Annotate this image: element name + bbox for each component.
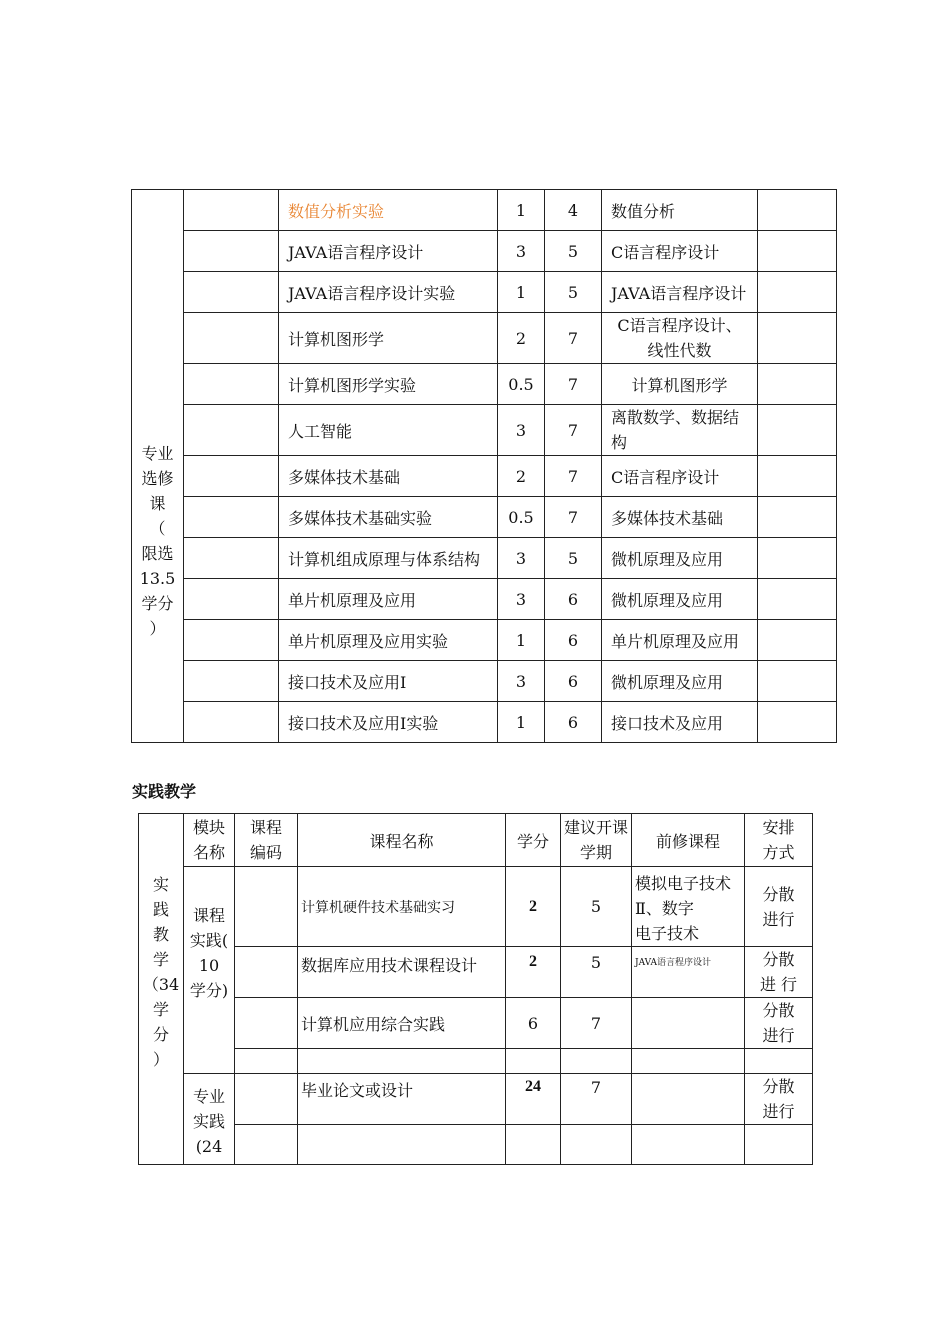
course-name-cell: 数据库应用技术课程设计 [298,947,506,998]
elective-category-cell [132,190,184,743]
empty-cell [298,1125,506,1165]
credits-cell: 1 [498,272,545,313]
category-line: ） [152,1050,169,1069]
prereq-cell [632,998,745,1049]
prereq-line: 离散数学、数据结 [611,408,740,427]
category-line: 学 [152,950,169,969]
note-cell [758,497,837,538]
empty-cell [298,1049,506,1074]
empty-cell [561,1049,632,1074]
category-line: （34 [142,975,180,994]
semester-cell: 7 [545,405,602,456]
prereq-cell: C语言程序设计 [602,456,758,497]
course-code-cell [184,497,279,538]
category-line: 限选 [141,544,174,563]
course-name-cell: 接口技术及应用Ⅰ实验 [279,702,498,743]
course-name-cell: 计算机应用综合实践 [298,998,506,1049]
semester-cell: 7 [561,1074,632,1125]
semester-cell: 4 [545,190,602,231]
arrangement-line: 分散 [762,950,795,969]
course-name-cell: 数值分析实验 [279,190,498,231]
header-line: 模块 [192,818,225,837]
empty-cell [506,1049,561,1074]
course-code-cell [184,272,279,313]
prereq-line: 模拟电子技术Ⅱ、数字 [635,874,732,918]
category-line: （ [149,519,166,538]
semester-cell: 7 [545,497,602,538]
credits-cell: 0.5 [498,497,545,538]
arrangement-line: 进行 [762,1026,795,1045]
prereq-cell: 单片机原理及应用 [602,620,758,661]
arrangement-line: 分散 [762,1001,795,1020]
prereq-cell: 计算机图形学 [602,364,758,405]
elective-course-table [131,189,837,743]
prereq-line: 线性代数 [647,341,712,360]
course-code-cell [184,231,279,272]
note-cell [758,579,837,620]
note-cell [758,231,837,272]
semester-cell: 7 [545,364,602,405]
course-name-cell: 单片机原理及应用实验 [279,620,498,661]
semester-cell: 7 [561,998,632,1049]
semester-cell: 7 [545,313,602,364]
semester-cell: 6 [545,620,602,661]
credits-cell: 2 [506,867,561,947]
course-name-cell: 计算机硬件技术基础实习 [298,867,506,947]
arrangement-cell [745,1074,813,1125]
prereq-cell [602,313,758,364]
module-line: 10 [198,956,220,975]
category-line: 践 [152,900,169,919]
course-code-cell [184,661,279,702]
note-cell [758,405,837,456]
empty-cell [506,1125,561,1165]
course-name-cell: 多媒体技术基础实验 [279,497,498,538]
header-prereq: 前修课程 [632,814,745,867]
credits-cell: 3 [498,661,545,702]
header-line: 安排 [762,818,795,837]
header-arrangement [745,814,813,867]
prereq-cell: 微机原理及应用 [602,538,758,579]
course-code-cell [184,620,279,661]
course-code-cell [184,702,279,743]
course-name-cell: 人工智能 [279,405,498,456]
practice-course-table [138,813,813,1165]
credits-cell: 2 [498,313,545,364]
semester-cell: 6 [545,579,602,620]
note-cell [758,620,837,661]
credits-cell: 2 [498,456,545,497]
module-professional-practice [184,1074,235,1165]
header-line: 学期 [579,843,612,862]
practice-category-cell [139,814,184,1165]
semester-cell: 5 [545,231,602,272]
credits-cell: 3 [498,538,545,579]
semester-cell: 5 [561,947,632,998]
note-cell [758,661,837,702]
prereq-cell [602,405,758,456]
semester-cell: 7 [545,456,602,497]
note-cell [758,313,837,364]
note-cell [758,702,837,743]
course-code-cell [184,190,279,231]
course-name-cell: JAVA语言程序设计实验 [279,272,498,313]
module-line: 专业 [192,1087,225,1106]
header-line: 编码 [249,843,282,862]
category-line: 教 [152,925,169,944]
course-code-cell [184,313,279,364]
note-cell [758,190,837,231]
category-line: 选修 [141,469,174,488]
empty-cell [745,1125,813,1165]
empty-cell [561,1125,632,1165]
header-line: 课程 [249,818,282,837]
course-name-cell: 单片机原理及应用 [279,579,498,620]
credits-cell: 3 [498,231,545,272]
course-code-cell [235,998,298,1049]
module-line: 课程 [192,906,225,925]
course-name-cell: 计算机组成原理与体系结构 [279,538,498,579]
empty-cell [235,1125,298,1165]
credits-cell: 24 [506,1074,561,1125]
course-name-cell: 毕业论文或设计 [298,1074,506,1125]
empty-cell [632,1125,745,1165]
prereq-cell: 接口技术及应用 [602,702,758,743]
course-code-cell [235,867,298,947]
arrangement-cell [745,998,813,1049]
course-code-cell [184,405,279,456]
header-course-name: 课程名称 [298,814,506,867]
course-code-cell [184,364,279,405]
course-code-cell [184,538,279,579]
empty-cell [632,1049,745,1074]
credits-cell: 6 [506,998,561,1049]
module-line: (24 [195,1137,223,1156]
prereq-cell [632,1074,745,1125]
category-line: 课 [149,494,166,513]
course-code-cell [184,456,279,497]
credits-cell: 2 [506,947,561,998]
note-cell [758,364,837,405]
arrangement-line: 分散 [762,1077,795,1096]
prereq-cell: 微机原理及应用 [602,579,758,620]
arrangement-cell [745,947,813,998]
prereq-cell: 多媒体技术基础 [602,497,758,538]
header-credits: 学分 [506,814,561,867]
credits-cell: 0.5 [498,364,545,405]
module-course-practice [184,867,235,1074]
category-line: 学分 [141,594,174,613]
module-line: 实践( [189,931,229,950]
header-line: 建议开课 [563,818,628,837]
header-semester [561,814,632,867]
empty-cell [745,1049,813,1074]
category-line: 学 [152,1000,169,1019]
course-code-cell [235,1074,298,1125]
semester-cell: 6 [545,661,602,702]
semester-cell: 5 [545,538,602,579]
note-cell [758,272,837,313]
prereq-cell: 数值分析 [602,190,758,231]
header-code [235,814,298,867]
prereq-line: C语言程序设计、 [617,316,742,335]
course-name-cell: 计算机图形学 [279,313,498,364]
category-line: 实 [152,875,169,894]
arrangement-cell [745,867,813,947]
header-line: 方式 [762,843,795,862]
note-cell [758,456,837,497]
course-code-cell [235,947,298,998]
module-line: 实践 [192,1112,225,1131]
credits-cell: 1 [498,702,545,743]
prereq-cell: JAVA语言程序设计 [602,272,758,313]
arrangement-line: 进行 [762,909,795,929]
credits-cell: 1 [498,190,545,231]
semester-cell: 5 [561,867,632,947]
category-line: ） [149,619,166,638]
prereq-line: 构 [611,433,628,452]
course-name-cell: 接口技术及应用Ⅰ [279,661,498,702]
prereq-cell: JAVA语言程序设计 [632,947,745,998]
prereq-cell: C语言程序设计 [602,231,758,272]
prereq-line: 电子技术 [635,924,700,943]
course-code-cell [184,579,279,620]
course-name-cell: 计算机图形学实验 [279,364,498,405]
prereq-cell [632,867,745,947]
category-line: 专业 [141,444,174,463]
course-name-cell: 多媒体技术基础 [279,456,498,497]
semester-cell: 6 [545,702,602,743]
category-line: 分 [152,1025,169,1044]
credits-cell: 3 [498,405,545,456]
arrangement-line: 分散 [762,884,795,904]
category-line: 13.5 [139,569,176,588]
practice-section-title: 实践教学 [132,782,197,801]
prereq-cell: 微机原理及应用 [602,661,758,702]
arrangement-line: 进 行 [759,975,798,994]
header-line: 名称 [192,843,225,862]
credits-cell: 3 [498,579,545,620]
module-line: 学分) [189,981,229,1000]
course-name-cell: JAVA语言程序设计 [279,231,498,272]
credits-cell: 1 [498,620,545,661]
semester-cell: 5 [545,272,602,313]
arrangement-line: 进行 [762,1102,795,1121]
header-module [184,814,235,867]
empty-cell [235,1049,298,1074]
note-cell [758,538,837,579]
